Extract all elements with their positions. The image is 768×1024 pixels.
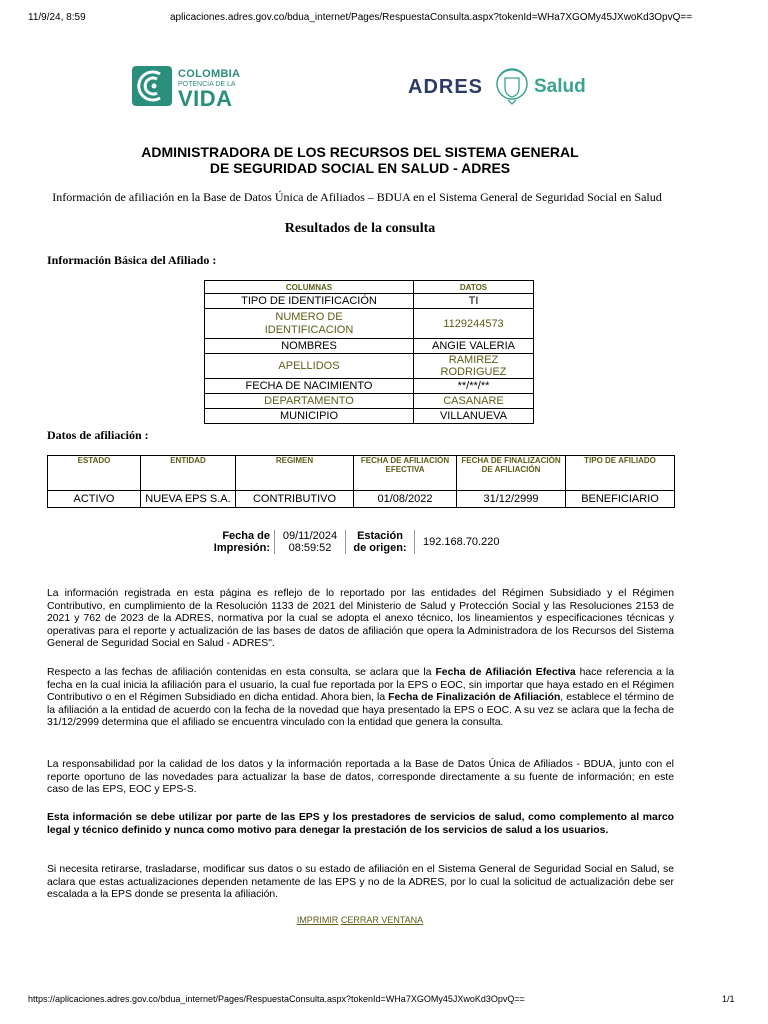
adres-logo: [408, 66, 588, 110]
colombia-logo: [132, 66, 244, 110]
table-header-row: [205, 281, 534, 294]
page-subtitle: Información de afiliación en la Base de Datos Única de Afiliados – BDUA en el Sistema General de Seguridad Social en Salud: [52, 190, 662, 204]
table-cell: 01/08/2022: [354, 491, 457, 508]
print-date-value: [275, 530, 346, 554]
adres-logo-name: ADRES: [408, 76, 484, 98]
column-header: DATOS: [414, 281, 534, 294]
column-header: TIPO DE AFILIADO: [566, 456, 675, 491]
column-header: ESTADO: [48, 456, 141, 491]
table-cell: TI: [414, 294, 534, 309]
table-cell: CASANARE: [414, 394, 534, 409]
page-title-line1: ADMINISTRADORA DE LOS RECURSOS DEL SISTEMA GENERAL: [141, 144, 579, 160]
print-link[interactable]: IMPRIMIR: [296, 915, 339, 925]
colombia-logo-icon: [132, 66, 172, 106]
paragraph-updates: Si necesita retirarse, trasladarse, modificar sus datos o su estado de afiliación en el Sistema General de Seguridad Social en Salud, se aclara que estas actualizaciones dependen netamente de las EPS y no de la ADRES, por lo cual la solicitud de actualización debe ser escalada a la EPS donde se presenta la afiliación.: [47, 864, 674, 901]
table-cell: VILLANUEVA: [414, 409, 534, 424]
paragraph-usage-warning: Esta información se debe utilizar por parte de las EPS y los prestadores de servicios de salud, como complemento al marco legal y técnico definido y nunca como motivo para denegar la prestación de los servicios de salud a los usuarios.: [47, 812, 674, 836]
paragraph-bold: Fecha de Afiliación Efectiva: [435, 667, 576, 678]
table-row: [205, 309, 534, 339]
column-header: FECHA DE AFILIACIÓN EFECTIVA: [354, 456, 457, 491]
table-cell: NUEVA EPS S.A.: [141, 491, 236, 508]
table-cell: TIPO DE IDENTIFICACIÓN: [205, 294, 414, 309]
table-cell: ACTIVO: [48, 491, 141, 508]
table-cell: ANGIE VALERIA: [414, 339, 534, 354]
print-footer-url: https://aplicaciones.adres.gov.co/bdua_internet/Pages/RespuestaConsulta.aspx?tokenId=WHa7XGOMy45JXwoKd3OpvQ==: [28, 994, 525, 1004]
table-cell: NOMBRES: [205, 339, 414, 354]
action-links: [0, 915, 720, 925]
results-title: Resultados de la consulta: [284, 221, 436, 236]
table-cell: FECHA DE NACIMIENTO: [205, 379, 414, 394]
paragraph-text: Respecto a las fechas de afiliación contenidas en esta consulta, se aclara que la: [47, 667, 436, 678]
print-time: 08:59:52: [288, 542, 332, 554]
print-date-label: Fecha de Impresión:: [213, 530, 270, 554]
print-header-datetime: 11/9/24, 8:59: [28, 12, 86, 23]
table-cell: [205, 309, 414, 339]
paragraph-affiliation-dates: [47, 667, 674, 730]
page-title-line2: DE SEGURIDAD SOCIAL EN SALUD - ADRES: [209, 160, 511, 176]
column-header: COLUMNAS: [205, 281, 414, 294]
table-row: [205, 294, 534, 309]
table-cell-text: NUMERO DE IDENTIFICACION: [264, 310, 354, 336]
table-cell: DEPARTAMENTO: [205, 394, 414, 409]
print-header-url: aplicaciones.adres.gov.co/bdua_internet/Pages/RespuestaConsulta.aspx?tokenId=WHa7XGOMy45JXwoKd3OpvQ==: [170, 12, 693, 23]
close-window-link[interactable]: CERRAR VENTANA: [340, 915, 424, 925]
table-cell: 31/12/2999: [457, 491, 566, 508]
basic-info-table: [204, 280, 534, 424]
column-header: ENTIDAD: [141, 456, 236, 491]
coat-of-arms-icon: [494, 66, 530, 106]
table-row: [205, 394, 534, 409]
colombia-logo-line1: COLOMBIA: [178, 68, 241, 80]
colombia-logo-line2: POTENCIA DE LA: [178, 81, 236, 88]
table-row: [205, 409, 534, 424]
table-cell: BENEFICIARIO: [566, 491, 675, 508]
table-cell: RAMIREZ RODRIGUEZ: [414, 354, 534, 379]
paragraph-responsibility: La responsabilidad por la calidad de los datos y la información reportada a la Base de Datos Única de Afiliados - BDUA, junto con el reporte oportuno de las novedades para actualizar la base de datos, corresponde directamente a su fuente de información; en este caso de las EPS, EOC y EPS-S.: [47, 759, 674, 796]
paragraph-legal-basis: La información registrada en esta página es reflejo de lo reportado por las entidades del Régimen Subsidiado y el Régimen Contributivo, en cumplimiento de la Resolución 1133 de 2021 del Ministerio de Salud y Protección Social y las Resoluciones 2153 de 2021 y 762 de 2023 de la ADRES, normativa por la cual se adopta el anexo técnico, los lineamientos y especificaciones técnicas y operativas para el reporte y actualización de las bases de datos de afiliación que opera la Administradora de los Recursos del Sistema General de Seguridad Social en Salud - ADRES".: [47, 588, 674, 650]
column-header: FECHA DE FINALIZACIÓN DE AFILIACIÓN: [457, 456, 566, 491]
affiliation-section-title: Datos de afiliación :: [47, 428, 149, 442]
table-cell: APELLIDOS: [205, 354, 414, 379]
adres-logo-salud: Salud: [534, 76, 586, 97]
print-info-table: [204, 530, 503, 554]
table-cell: **/**/**: [414, 379, 534, 394]
print-date: 09/11/2024: [282, 530, 338, 542]
table-cell: MUNICIPIO: [205, 409, 414, 424]
station-value: 192.168.70.220: [415, 530, 504, 554]
table-row: [204, 530, 503, 554]
table-cell: 1129244573: [414, 309, 534, 339]
table-header-row: [48, 456, 675, 491]
station-label: Estación de origen:: [346, 530, 415, 554]
table-row: [205, 339, 534, 354]
colombia-logo-line3: VIDA: [178, 86, 233, 111]
paragraph-text: , establece el término de la afiliación a la entidad de acuerdo con la fecha de la novedad que haya presentado la EPS o EOC. A su vez se aclara que la fecha de 31/12/2999 determina que el afiliado se encuentra vinculado con la entidad que genera la consulta.: [47, 692, 674, 729]
table-row: [48, 491, 675, 508]
affiliation-table: [47, 455, 675, 508]
column-header: REGIMEN: [236, 456, 354, 491]
table-row: [205, 354, 534, 379]
table-cell: CONTRIBUTIVO: [236, 491, 354, 508]
table-row: [205, 379, 534, 394]
print-footer-page: 1/1: [722, 994, 735, 1004]
paragraph-text: hace referencia a la fecha en la cual inicia la afiliación para el usuario, la cual fue reportada por la EPS o EOC, sin importar que haya estado en el Régimen Contributivo o en el Régimen Subsidiado en dicha entidad. Ahora bien, la: [47, 667, 674, 704]
basic-section-title: Información Básica del Afiliado :: [47, 253, 217, 267]
paragraph-bold: Fecha de Finalización de Afiliación: [388, 692, 561, 704]
